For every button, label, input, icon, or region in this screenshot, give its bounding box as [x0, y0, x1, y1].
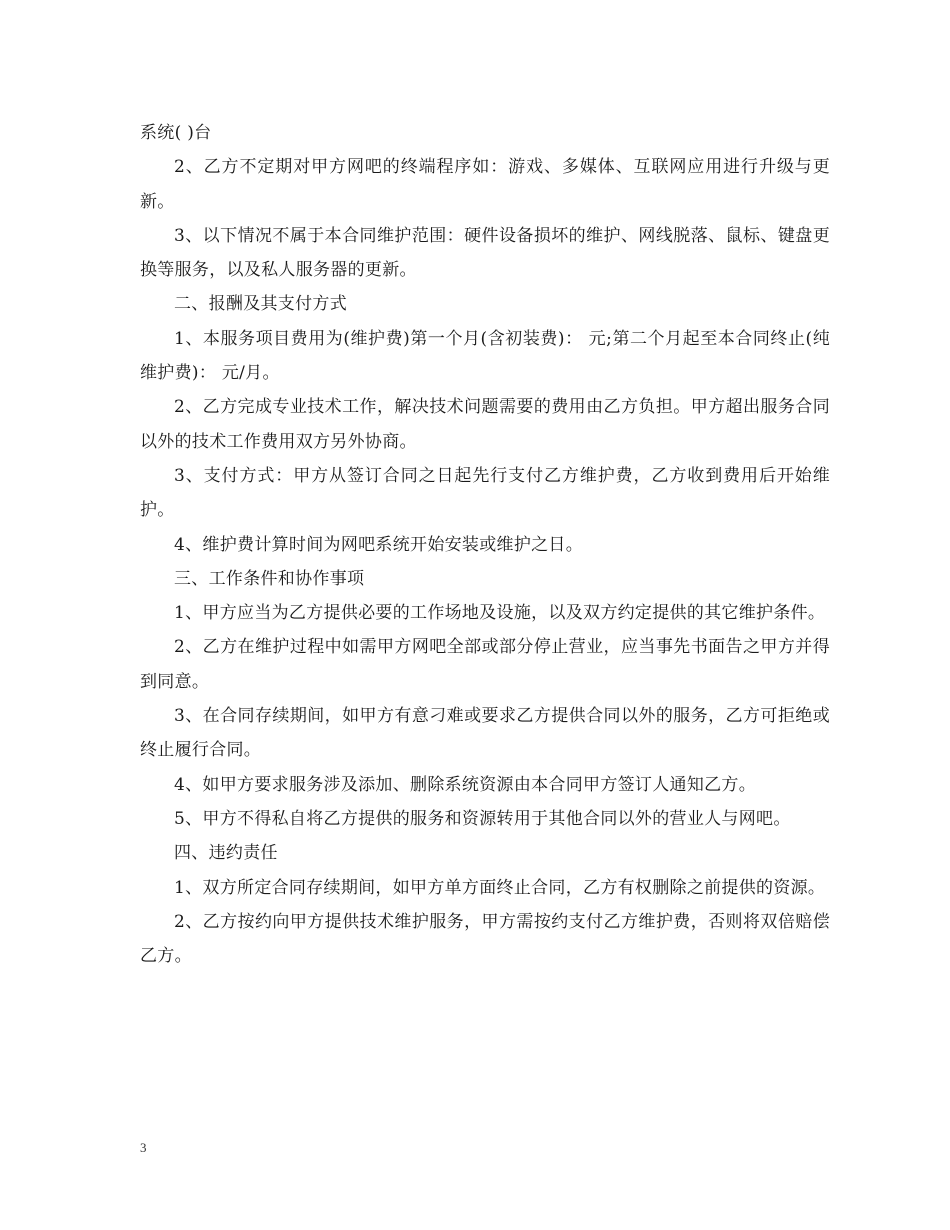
paragraph-10: 1、甲方应当为乙方提供必要的工作场地及设施，以及双方约定提供的其它维护条件。 — [174, 603, 826, 624]
paragraph-12: 3、在合同存续期间，如甲方有意刁难或要求乙方提供合同以外的服务，乙方可拒绝或终止履行合同。 — [140, 706, 830, 761]
section-heading-payment: 二、报酬及其支付方式 — [174, 294, 347, 315]
paragraph-16: 1、双方所定合同存续期间，如甲方单方面终止合同，乙方有权删除之前提供的资源。 — [174, 877, 826, 898]
section-heading-liability: 四、违约责任 — [174, 843, 278, 864]
paragraph-3: 3、以下情况不属于本合同维护范围：硬件设备损坏的维护、网线脱落、鼠标、键盘更换等服务，以及私人服务器的更新。 — [140, 225, 830, 281]
section-heading-conditions: 三、工作条件和协作事项 — [174, 568, 365, 589]
paragraph-2: 2、乙方不定期对甲方网吧的终端程序如：游戏、多媒体、互联网应用进行升级与更新。 — [140, 157, 830, 212]
paragraph-6: 2、乙方完成专业技术工作，解决技术问题需要的费用由乙方负担。甲方超出服务合同以外的技术工作费用双方另外协商。 — [140, 397, 830, 452]
paragraph-1: 系统( )台 — [140, 123, 212, 143]
paragraph-14: 5、甲方不得私自将乙方提供的服务和资源转用于其他合同以外的营业人与网吧。 — [174, 808, 791, 829]
paragraph-8: 4、维护费计算时间为网吧系统开始安装或维护之日。 — [174, 534, 584, 555]
paragraph-11: 2、乙方在维护过程中如需甲方网吧全部或部分停止营业，应当事先书面告之甲方并得到同意。 — [140, 637, 830, 692]
paragraph-7: 3、支付方式：甲方从签订合同之日起先行支付乙方维护费，乙方收到费用后开始维护。 — [140, 465, 830, 521]
paragraph-17: 2、乙方按约向甲方提供技术维护服务，甲方需按约支付乙方维护费，否则将双倍赔偿乙方。 — [140, 911, 830, 967]
page-number: 3 — [140, 1140, 147, 1155]
document-body — [140, 116, 830, 973]
paragraph-13: 4、如甲方要求服务涉及添加、删除系统资源由本合同甲方签订人通知乙方。 — [174, 774, 757, 795]
paragraph-5: 1、本服务项目费用为(维护费)第一个月(含初装费)： 元;第二个月起至本合同终止(纯维护费)： 元/月。 — [140, 328, 830, 384]
